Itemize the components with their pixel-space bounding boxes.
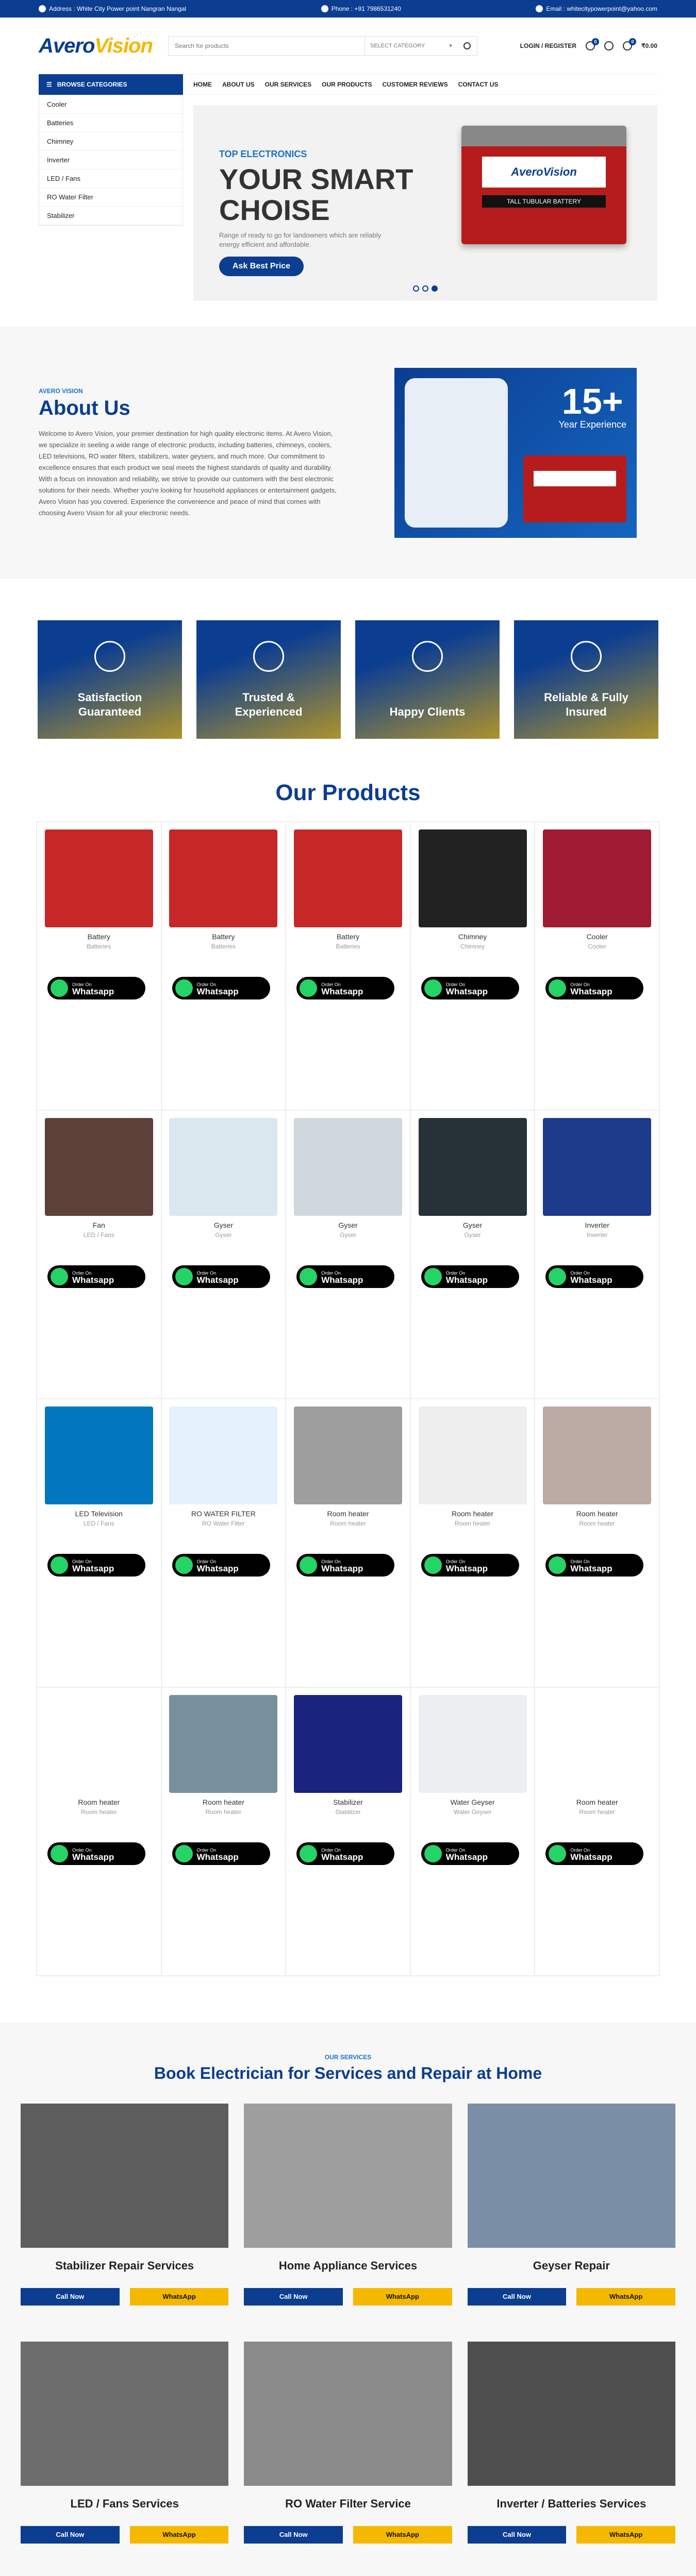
category-item[interactable]: Chimney <box>39 132 183 151</box>
product-image[interactable] <box>45 1695 153 1793</box>
product-card[interactable] <box>535 1110 659 1399</box>
product-name[interactable]: Room heater <box>78 1798 120 1806</box>
product-card[interactable] <box>286 822 410 1110</box>
product-image[interactable] <box>294 1118 402 1216</box>
product-card[interactable] <box>286 1399 410 1687</box>
product-image[interactable] <box>294 1695 402 1793</box>
product-image[interactable] <box>543 829 651 927</box>
product-name[interactable]: Chimney <box>458 933 487 941</box>
whatsapp-icon <box>175 1556 193 1574</box>
whatsapp-order-button[interactable]: Order On Whatsapp <box>421 1554 519 1577</box>
product-category[interactable]: LED / Fans <box>83 1231 114 1239</box>
product-card[interactable] <box>161 1687 286 1976</box>
chevron-down-icon: ▾ <box>449 43 452 49</box>
call-now-button[interactable]: Call Now <box>244 2288 343 2306</box>
hero-kicker: TOP ELECTRONICS <box>219 149 307 159</box>
product-name[interactable]: Gyser <box>462 1221 483 1229</box>
purifier-image <box>405 378 508 528</box>
product-card[interactable] <box>410 822 535 1110</box>
product-category[interactable]: Gyser <box>464 1231 481 1239</box>
slider-dot[interactable] <box>422 285 428 292</box>
feature-card: Trusted & Experienced <box>196 620 341 739</box>
product-category[interactable]: Room heater <box>454 1520 491 1527</box>
product-image[interactable] <box>419 829 527 927</box>
whatsapp-order-button[interactable]: Order On Whatsapp <box>421 977 519 999</box>
product-card[interactable] <box>410 1110 535 1399</box>
battery-image: AveroVision TALL TUBULAR BATTERY <box>461 126 626 244</box>
about-kicker: AVERO VISION <box>39 387 83 395</box>
category-list <box>39 95 183 226</box>
product-name[interactable]: LED Television <box>75 1510 123 1518</box>
whatsapp-icon <box>300 1268 317 1285</box>
nav-customer-reviews[interactable]: CUSTOMER REVIEWS <box>382 81 448 88</box>
product-image[interactable] <box>543 1118 651 1216</box>
wishlist-icon[interactable]: 0 <box>586 41 595 50</box>
hero-title: YOUR SMART CHOISE <box>219 163 413 226</box>
search-button[interactable] <box>457 37 477 55</box>
product-category[interactable]: LED / Fans <box>83 1520 114 1527</box>
whatsapp-icon <box>300 1556 317 1574</box>
whatsapp-order-button[interactable]: Order On Whatsapp <box>545 977 643 999</box>
whatsapp-order-button[interactable]: Order On Whatsapp <box>421 1265 519 1288</box>
product-category[interactable]: Room heater <box>579 1520 615 1527</box>
product-name[interactable]: Water Geyser <box>450 1798 495 1806</box>
product-image[interactable] <box>169 829 277 927</box>
whatsapp-icon <box>549 1556 566 1574</box>
whatsapp-icon <box>51 1268 68 1285</box>
whatsapp-icon <box>175 1845 193 1862</box>
service-card <box>244 2342 452 2544</box>
feature-icon <box>571 641 602 672</box>
whatsapp-order-button[interactable]: Order On Whatsapp <box>296 1554 394 1577</box>
hero-desc: Range of ready to go for landowners which are reliably energy efficient and affordable. <box>219 231 382 248</box>
product-image[interactable] <box>45 1406 153 1504</box>
phone-icon <box>321 5 328 12</box>
whatsapp-icon <box>175 979 193 997</box>
whatsapp-order-button[interactable]: Order On Whatsapp <box>296 1842 394 1865</box>
service-card <box>21 2342 228 2544</box>
header <box>0 18 696 74</box>
about-text: Welcome to Avero Vision, your premier destination for high quality electronic items. At Avero Vision, we specialize in seeling a wide range of electronic products, including batteries, chimneys, coolers, LED televisions, RO water filters, stabilizers, water geysers, and much more. Our commitment to excellence ensures that each product we seal meets the highest standards of quality and durability. With a focus on innovation and reliability, we strive to provide our customers with the best electronic solutions for their needs. Whether you're looking for household appliances or entertainment gadgets, Avero Vision has you covered. Experience the convenience and peace of mind that comes with choosing Avero Vision for all your electronic needs. <box>39 429 337 517</box>
product-card[interactable] <box>161 1110 286 1399</box>
service-image <box>21 2104 228 2248</box>
product-category[interactable]: Batteries <box>87 943 111 950</box>
whatsapp-button[interactable]: WhatsApp <box>353 2526 452 2544</box>
whatsapp-icon <box>549 979 566 997</box>
about-image <box>394 368 637 538</box>
whatsapp-order-button[interactable]: Order On Whatsapp <box>296 977 394 999</box>
product-grid <box>36 821 660 1976</box>
whatsapp-icon <box>300 1845 317 1862</box>
product-image[interactable] <box>45 1118 153 1216</box>
topbar-email[interactable]: Email : whitecitypowerpoint@yahoo.com <box>536 5 657 12</box>
product-card[interactable] <box>37 822 161 1110</box>
whatsapp-icon <box>424 979 442 997</box>
location-icon <box>39 5 46 12</box>
services-title: Book Electrician for Services and Repair at Home <box>154 2064 542 2082</box>
battery-image <box>523 455 626 522</box>
call-now-button[interactable]: Call Now <box>21 2526 120 2544</box>
nav-row <box>0 74 696 95</box>
service-card <box>468 2342 675 2544</box>
topbar-address: Address : White City Power point Nangran Nangal <box>39 5 186 12</box>
call-now-button[interactable]: Call Now <box>244 2526 343 2544</box>
product-card[interactable] <box>286 1687 410 1976</box>
product-category[interactable]: Room heater <box>205 1808 242 1816</box>
product-image[interactable] <box>419 1118 527 1216</box>
product-category[interactable]: Stabilizer <box>335 1808 361 1816</box>
whatsapp-icon <box>51 1845 68 1862</box>
feature-icon <box>94 641 125 672</box>
whatsapp-icon <box>175 1268 193 1285</box>
product-name[interactable]: Room heater <box>576 1798 618 1806</box>
product-card[interactable] <box>535 1399 659 1687</box>
service-card <box>468 2104 675 2306</box>
service-image <box>468 2342 675 2486</box>
product-image[interactable] <box>543 1406 651 1504</box>
product-name[interactable]: Battery <box>87 933 110 941</box>
product-name[interactable]: RO WATER FILTER <box>191 1510 256 1518</box>
product-category[interactable]: Gyser <box>339 1231 356 1239</box>
whatsapp-icon <box>424 1268 442 1285</box>
service-card <box>244 2104 452 2306</box>
whatsapp-order-button[interactable]: Order On Whatsapp <box>172 977 270 999</box>
product-card[interactable] <box>535 1687 659 1976</box>
whatsapp-order-button[interactable]: Order On Whatsapp <box>545 1265 643 1288</box>
nav-contact-us[interactable]: CONTACT US <box>458 81 499 88</box>
service-image <box>468 2104 675 2248</box>
whatsapp-icon <box>424 1845 442 1862</box>
product-name[interactable]: Battery <box>212 933 235 941</box>
product-category[interactable]: Gyser <box>215 1231 232 1239</box>
whatsapp-order-button[interactable]: Order On Whatsapp <box>545 1842 643 1865</box>
whatsapp-button[interactable]: WhatsApp <box>576 2288 675 2306</box>
features <box>0 579 696 780</box>
service-image <box>244 2104 452 2248</box>
product-card[interactable] <box>535 822 659 1110</box>
feature-card: Reliable & Fully Insured <box>514 620 658 739</box>
whatsapp-icon <box>51 1556 68 1574</box>
category-item[interactable]: Stabilizer <box>39 207 183 225</box>
product-image[interactable] <box>543 1695 651 1793</box>
service-image <box>21 2342 228 2486</box>
product-card[interactable] <box>37 1687 161 1976</box>
category-select[interactable]: SELECT CATEGORY ▾ <box>364 37 457 55</box>
whatsapp-button[interactable]: WhatsApp <box>576 2526 675 2544</box>
product-name[interactable]: Fan <box>92 1221 105 1229</box>
nav-our-services[interactable]: OUR SERVICES <box>264 81 312 88</box>
search-input[interactable] <box>169 37 364 55</box>
product-card[interactable] <box>161 1399 286 1687</box>
product-card[interactable] <box>161 822 286 1110</box>
feature-card: Satisfaction Guaranteed <box>38 620 182 739</box>
search-icon <box>463 42 471 49</box>
cart-total[interactable]: ₹0.00 <box>641 42 657 49</box>
services-kicker: OUR SERVICES <box>324 2054 372 2061</box>
category-item[interactable]: Cooler <box>39 95 183 114</box>
topbar-phone[interactable]: Phone : +91 7986531240 <box>321 5 401 12</box>
browse-categories-button[interactable]: ☰ BROWSE CATEGORIES <box>39 74 183 95</box>
ask-price-button[interactable]: Ask Best Price <box>219 257 304 276</box>
whatsapp-icon <box>549 1845 566 1862</box>
product-category[interactable]: Inverter <box>586 1231 608 1239</box>
hero-slider <box>193 105 657 301</box>
feature-icon <box>253 641 284 672</box>
category-item[interactable]: LED / Fans <box>39 170 183 188</box>
whatsapp-order-button[interactable]: Order On Whatsapp <box>421 1842 519 1865</box>
service-image <box>244 2342 452 2486</box>
site-logo[interactable]: AveroVision <box>39 34 153 57</box>
product-name[interactable]: Gyser <box>213 1221 234 1229</box>
service-title: Home Appliance Services <box>278 2259 418 2272</box>
product-category[interactable]: Batteries <box>336 943 360 950</box>
whatsapp-icon <box>424 1556 442 1574</box>
product-card[interactable] <box>37 1110 161 1399</box>
whatsapp-order-button[interactable]: Order On Whatsapp <box>47 1842 145 1865</box>
services-section <box>0 2023 696 2576</box>
whatsapp-button[interactable]: WhatsApp <box>130 2526 229 2544</box>
product-name[interactable]: Stabilizer <box>333 1798 363 1806</box>
product-card[interactable] <box>410 1687 535 1976</box>
experience-badge: 15+ Year Experience <box>558 381 626 430</box>
products-title: Our Products <box>275 780 421 805</box>
top-bar <box>0 0 696 18</box>
nav-our-products[interactable]: OUR PRODUCTS <box>322 81 372 88</box>
cart-icon[interactable]: 0 <box>623 41 632 50</box>
menu-icon: ☰ <box>46 81 52 88</box>
search-bar <box>168 36 477 56</box>
product-category[interactable]: Batteries <box>211 943 236 950</box>
product-image[interactable] <box>419 1695 527 1793</box>
mail-icon <box>536 5 543 12</box>
product-category[interactable]: Room heater <box>579 1808 615 1816</box>
product-image[interactable] <box>169 1695 277 1793</box>
service-title: LED / Fans Services <box>70 2497 179 2510</box>
category-item[interactable]: RO Water Filter <box>39 188 183 207</box>
product-name[interactable]: Gyser <box>338 1221 358 1229</box>
feature-card: Happy Clients <box>355 620 500 739</box>
product-name[interactable]: Cooler <box>586 933 608 941</box>
product-name[interactable]: Room heater <box>202 1798 244 1806</box>
product-image[interactable] <box>45 829 153 927</box>
whatsapp-order-button[interactable]: Order On Whatsapp <box>172 1265 270 1288</box>
product-name[interactable]: Room heater <box>576 1510 618 1518</box>
products-section <box>0 780 696 1976</box>
whatsapp-order-button[interactable]: Order On Whatsapp <box>47 977 145 999</box>
hero <box>0 95 696 316</box>
product-card[interactable] <box>286 1110 410 1399</box>
login-register-link[interactable]: LOGIN / REGISTER <box>520 42 576 49</box>
call-now-button[interactable]: Call Now <box>468 2288 567 2306</box>
call-now-button[interactable]: Call Now <box>21 2288 120 2306</box>
whatsapp-order-button[interactable]: Order On Whatsapp <box>47 1554 145 1577</box>
product-name[interactable]: Room heater <box>327 1510 369 1518</box>
product-card[interactable] <box>37 1399 161 1687</box>
whatsapp-order-button[interactable]: Order On Whatsapp <box>172 1842 270 1865</box>
product-card[interactable] <box>410 1399 535 1687</box>
slider-dot[interactable] <box>413 285 419 292</box>
product-category[interactable]: RO Water Filter <box>202 1520 245 1527</box>
product-name[interactable]: Battery <box>336 933 360 941</box>
about-section <box>0 327 696 579</box>
whatsapp-icon <box>549 1268 566 1285</box>
service-title: RO Water Filter Service <box>285 2497 411 2510</box>
product-category[interactable]: Room heater <box>81 1808 117 1816</box>
whatsapp-icon <box>300 979 317 997</box>
product-category[interactable]: Cooler <box>588 943 606 950</box>
product-name[interactable]: Inverter <box>585 1221 609 1229</box>
product-category[interactable]: Room heater <box>330 1520 366 1527</box>
product-category[interactable]: Chimney <box>460 943 485 950</box>
product-image[interactable] <box>169 1118 277 1216</box>
compare-icon[interactable] <box>604 41 614 50</box>
feature-icon <box>412 641 443 672</box>
main-menu <box>183 74 657 95</box>
product-name[interactable]: Room heater <box>452 1510 494 1518</box>
whatsapp-button[interactable]: WhatsApp <box>353 2288 452 2306</box>
nav-home[interactable]: HOME <box>193 81 212 88</box>
whatsapp-order-button[interactable]: Order On Whatsapp <box>172 1554 270 1577</box>
product-image[interactable] <box>294 1406 402 1504</box>
category-item[interactable]: Inverter <box>39 151 183 170</box>
nav-about-us[interactable]: ABOUT US <box>222 81 255 88</box>
slider-dot[interactable] <box>432 285 438 292</box>
slider-dots <box>413 285 438 292</box>
call-now-button[interactable]: Call Now <box>468 2526 567 2544</box>
service-title: Geyser Repair <box>533 2259 610 2272</box>
category-item[interactable]: Batteries <box>39 114 183 132</box>
service-card <box>21 2104 228 2306</box>
whatsapp-button[interactable]: WhatsApp <box>130 2288 229 2306</box>
product-image[interactable] <box>294 829 402 927</box>
whatsapp-icon <box>51 979 68 997</box>
product-category[interactable]: Water Geyser <box>453 1808 492 1816</box>
whatsapp-order-button[interactable]: Order On Whatsapp <box>296 1265 394 1288</box>
service-title: Stabilizer Repair Services <box>55 2259 194 2272</box>
whatsapp-order-button[interactable]: Order On Whatsapp <box>545 1554 643 1577</box>
about-title: About Us <box>39 396 130 419</box>
product-image[interactable] <box>419 1406 527 1504</box>
product-image[interactable] <box>169 1406 277 1504</box>
whatsapp-order-button[interactable]: Order On Whatsapp <box>47 1265 145 1288</box>
service-title: Inverter / Batteries Services <box>496 2497 647 2510</box>
